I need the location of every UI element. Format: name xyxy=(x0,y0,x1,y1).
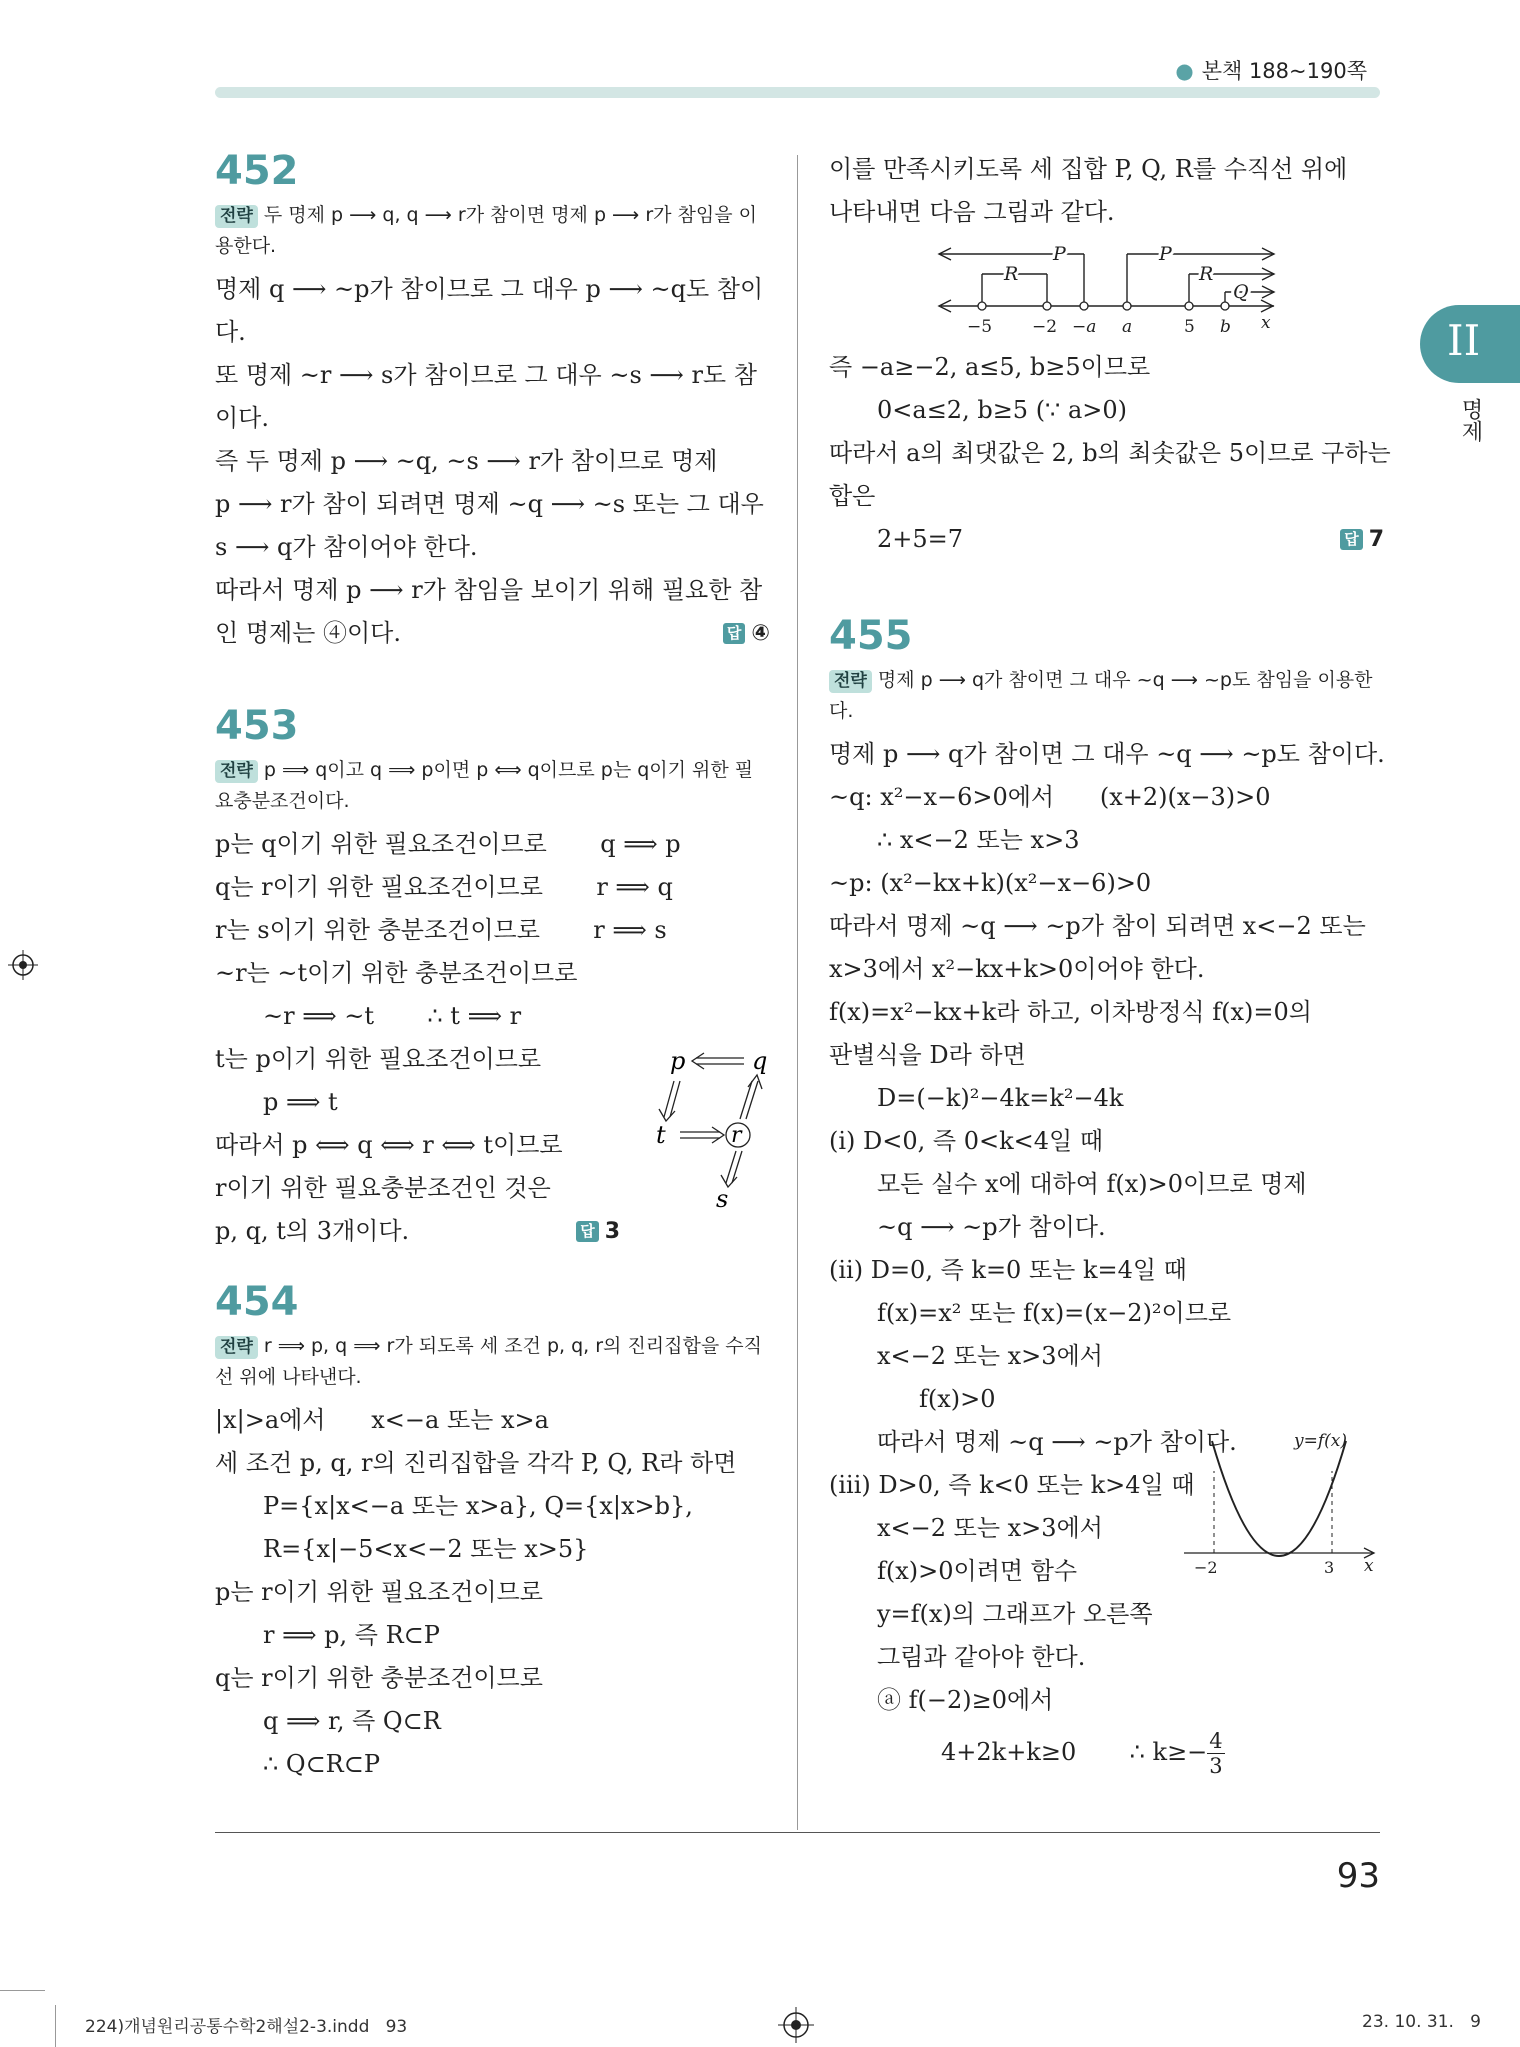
equivalence-diagram xyxy=(640,1041,780,1211)
answer-tag: 답 xyxy=(576,1221,599,1242)
crop-mark xyxy=(0,1990,45,1991)
answer xyxy=(576,1210,620,1253)
answer-tag: 답 xyxy=(723,623,746,644)
diagram-label-t: t xyxy=(656,1121,666,1149)
solution-line: 명제 p ⟶ q가 참이면 그 대우 ~q ⟶ ~p도 참이다. xyxy=(829,740,1385,768)
solution-line: 합은 xyxy=(829,482,876,510)
solution-line: ~r ⟹ ~t ∴ t ⟹ r xyxy=(263,1002,522,1030)
solution-line: R={x|−5<x<−2 또는 x>5} xyxy=(263,1535,589,1563)
solution-line: x<−2 또는 x>3에서 xyxy=(877,1342,1103,1370)
strategy xyxy=(215,1331,770,1393)
solution-line: 따라서 a의 최댓값은 2, b의 최솟값은 5이므로 구하는 xyxy=(829,439,1391,467)
solution-line: 명제 q ⟶ ~p가 참이므로 그 대우 p ⟶ ~q도 참이 xyxy=(215,275,764,303)
set-label-Q: Q xyxy=(1233,281,1249,303)
solution-line: p는 r이기 위한 필요조건이므로 xyxy=(215,1578,543,1606)
answer-tag: 답 xyxy=(1340,529,1363,550)
solution-text: p, q, t의 3개이다. xyxy=(215,1217,410,1245)
solution-line: r이기 위한 필요충분조건인 것은 xyxy=(215,1174,551,1202)
solution-line: 판별식을 D라 하면 xyxy=(829,1041,1026,1069)
diagram-label-r: r xyxy=(731,1123,742,1148)
solution-line: s ⟶ q가 참이어야 한다. xyxy=(215,533,478,561)
solution-line: 이를 만족시키도록 세 집합 P, Q, R를 수직선 위에 xyxy=(829,155,1348,183)
solution-line: t는 p이기 위한 필요조건이므로 xyxy=(215,1045,542,1073)
solution-line: 세 조건 p, q, r의 진리집합을 각각 P, Q, R라 하면 xyxy=(215,1449,737,1477)
bottom-rule xyxy=(215,1832,1380,1833)
diagram-label-q: q xyxy=(752,1047,768,1075)
open-point xyxy=(1221,302,1229,310)
solution-line: f(x)=x² 또는 f(x)=(x−2)²이므로 xyxy=(877,1299,1232,1327)
solution-line: ∴ x<−2 또는 x>3 xyxy=(877,826,1080,854)
solution-line xyxy=(829,518,1384,561)
solution-line: f(x)>0 xyxy=(919,1385,996,1413)
footer-filename: 224)개념원리공통수학2해설2-3.indd 93 xyxy=(85,2017,408,2037)
solution-line: x>3에서 x²−kx+k>0이어야 한다. xyxy=(829,955,1205,983)
problem-454 xyxy=(215,1279,770,1786)
solution-line: 즉 −a≥−2, a≤5, b≥5이므로 xyxy=(829,353,1151,381)
strategy-text: r ⟹ p, q ⟹ r가 되도록 세 조건 p, q, r의 진리집합을 수직선 위에 나타낸다. xyxy=(215,1335,762,1388)
tick-label: −2 xyxy=(1032,317,1058,337)
fraction xyxy=(1207,1729,1224,1778)
header-bar xyxy=(215,87,1380,98)
solution-line: p ⟶ r가 참이 되려면 명제 ~q ⟶ ~s 또는 그 대우 xyxy=(215,490,764,518)
answer-value: ④ xyxy=(751,621,770,646)
solution-line: ~p: (x²−kx+k)(x²−x−6)>0 xyxy=(829,869,1152,897)
solution-line: 따라서 명제 p ⟶ r가 참임을 보이기 위해 필요한 참 xyxy=(215,576,763,604)
column-divider xyxy=(797,155,798,1830)
solution-line: ~q ⟶ ~p가 참이다. xyxy=(877,1213,1106,1241)
tick-label: −5 xyxy=(967,317,993,337)
solution-line: (iii) D>0, 즉 k<0 또는 k>4일 때 xyxy=(829,1471,1195,1499)
problem-number: 455 xyxy=(829,613,913,659)
answer xyxy=(723,612,770,655)
chapter-numeral: II xyxy=(1447,316,1481,365)
solution-line: x<−2 또는 x>3에서 xyxy=(877,1514,1103,1542)
tick-label: 5 xyxy=(1184,317,1195,337)
arrow-q-to-p xyxy=(692,1053,744,1069)
graph-axis-label: x xyxy=(1364,1556,1374,1576)
graph-tick-right: 3 xyxy=(1324,1558,1335,1577)
fraction-numerator: 4 xyxy=(1209,1729,1223,1753)
arrow-t-to-r xyxy=(680,1127,724,1143)
strategy xyxy=(215,200,770,262)
registration-mark-icon xyxy=(8,950,38,980)
solution-line: (ii) D=0, 즉 k=0 또는 k=4일 때 xyxy=(829,1256,1187,1284)
solution-text: 인 명제는 ④이다. xyxy=(215,619,401,647)
solution-line: ~q: x²−x−6>0에서 (x+2)(x−3)>0 xyxy=(829,783,1271,811)
open-point xyxy=(978,302,986,310)
solution-line xyxy=(215,1210,620,1253)
arrow-p-to-t xyxy=(659,1081,680,1121)
set-label-R: R xyxy=(1004,263,1019,285)
header-ref-text: 본책 188~190쪽 xyxy=(1201,59,1367,83)
strategy-tag: 전략 xyxy=(215,205,258,228)
registration-mark-icon xyxy=(778,2007,814,2043)
solution-line: 따라서 p ⟺ q ⟺ r ⟺ t이므로 xyxy=(215,1131,563,1159)
open-point xyxy=(1123,302,1131,310)
solution-text: 4+2k+k≥0 ∴ k≥− xyxy=(941,1738,1208,1766)
set-label-P: P xyxy=(1159,243,1172,265)
solution-line: 모든 실수 x에 대하여 f(x)>0이므로 명제 xyxy=(877,1170,1307,1198)
footer-date: 23. 10. 31. 9 xyxy=(1362,2012,1481,2032)
solution-line: q는 r이기 위한 충분조건이므로 xyxy=(215,1664,543,1692)
solution-line: 나타내면 다음 그림과 같다. xyxy=(829,198,1115,226)
solution-line: 다. xyxy=(215,318,246,346)
diagram-label-s: s xyxy=(716,1185,729,1213)
solution-line: ⓐ f(−2)≥0에서 xyxy=(877,1686,1054,1714)
solution-line: p ⟹ t xyxy=(263,1088,338,1116)
solution-line: 따라서 명제 ~q ⟶ ~p가 참이 되려면 x<−2 또는 xyxy=(829,912,1366,940)
solution-line: r는 s이기 위한 충분조건이므로 r ⟹ s xyxy=(215,916,667,944)
strategy xyxy=(829,665,1384,727)
answer xyxy=(1340,518,1384,561)
problem-455 xyxy=(829,613,1384,1782)
tick-label: a xyxy=(1122,317,1133,337)
parabola-graph xyxy=(1184,1431,1384,1601)
problem-number: 453 xyxy=(215,703,299,749)
solution-line: D=(−k)²−4k=k²−4k xyxy=(877,1084,1124,1112)
answer-value: 7 xyxy=(1368,527,1384,552)
strategy-tag: 전략 xyxy=(215,1336,258,1359)
axis-label: x xyxy=(1261,313,1271,333)
chapter-label: 명제 xyxy=(1458,398,1483,442)
solution-line xyxy=(829,1722,1384,1782)
solution-line: 즉 두 명제 p ⟶ ~q, ~s ⟶ r가 참이므로 명제 xyxy=(215,447,718,475)
bullet-icon: ● xyxy=(1175,59,1194,83)
strategy-text: 두 명제 p ⟶ q, q ⟶ r가 참이면 명제 p ⟶ r가 참임을 이용한다. xyxy=(215,204,757,257)
solution-line: p는 q이기 위한 필요조건이므로 q ⟹ p xyxy=(215,830,681,858)
solution-line: ∴ Q⊂R⊂P xyxy=(263,1750,381,1778)
set-label-P: P xyxy=(1053,243,1066,265)
problem-453 xyxy=(215,703,770,1253)
solution-line: q ⟹ r, 즉 Q⊂R xyxy=(263,1707,441,1735)
solution-line: |x|>a에서 x<−a 또는 x>a xyxy=(215,1406,549,1434)
solution-line: 이다. xyxy=(215,404,269,432)
page-number: 93 xyxy=(1336,1856,1380,1896)
open-point xyxy=(1185,302,1193,310)
strategy-tag: 전략 xyxy=(215,760,258,783)
open-point xyxy=(1080,302,1088,310)
solution-line: r ⟹ p, 즉 R⊂P xyxy=(263,1621,440,1649)
solution-line: P={x|x<−a 또는 x>a}, Q={x|x>b}, xyxy=(263,1492,693,1520)
strategy-tag: 전략 xyxy=(829,670,872,693)
tick-label: b xyxy=(1220,317,1231,337)
fraction-denominator: 3 xyxy=(1209,1754,1223,1778)
solution-line: 따라서 명제 ~q ⟶ ~p가 참이다. xyxy=(877,1428,1237,1456)
problem-number: 454 xyxy=(215,1279,299,1325)
header-reference xyxy=(1175,55,1367,85)
strategy-text: p ⟹ q이고 q ⟹ p이면 p ⟺ q이므로 p는 q이기 위한 필요충분조건이다. xyxy=(215,759,754,812)
solution-line: 그림과 같아야 한다. xyxy=(877,1643,1086,1671)
solution-line: 0<a≤2, b≥5 (∵ a>0) xyxy=(877,396,1128,424)
number-line-diagram xyxy=(829,236,1384,346)
problem-452 xyxy=(215,148,770,655)
set-label-R: R xyxy=(1199,263,1214,285)
solution-line: (i) D<0, 즉 0<k<4일 때 xyxy=(829,1127,1104,1155)
graph-label: y=f(x) xyxy=(1294,1431,1347,1451)
solution-line: f(x)=x²−kx+k라 하고, 이차방정식 f(x)=0의 xyxy=(829,998,1312,1026)
diagram-label-p: p xyxy=(670,1047,686,1075)
right-column xyxy=(829,148,1391,1808)
answer-value: 3 xyxy=(604,1219,620,1244)
arrow-r-to-q xyxy=(740,1075,762,1119)
tick-label: −a xyxy=(1072,317,1097,337)
solution-text: 2+5=7 xyxy=(877,525,964,553)
problem-number: 452 xyxy=(215,148,299,194)
crop-mark xyxy=(55,2005,56,2047)
solution-line: ~r는 ~t이기 위한 충분조건이므로 xyxy=(215,959,578,987)
solution-line: q는 r이기 위한 필요조건이므로 r ⟹ q xyxy=(215,873,673,901)
open-point xyxy=(1043,302,1051,310)
solution-line: y=f(x)의 그래프가 오른쪽 xyxy=(877,1600,1153,1628)
solution-line: f(x)>0이려면 함수 xyxy=(877,1557,1078,1585)
solution-line xyxy=(215,612,770,655)
graph-tick-left: −2 xyxy=(1194,1558,1218,1577)
arrow-r-to-s xyxy=(721,1151,742,1187)
solution-line: 또 명제 ~r ⟶ s가 참이므로 그 대우 ~s ⟶ r도 참 xyxy=(215,361,757,389)
strategy xyxy=(215,755,770,817)
left-column xyxy=(215,140,770,1812)
strategy-text: 명제 p ⟶ q가 참이면 그 대우 ~q ⟶ ~p도 참임을 이용한다. xyxy=(829,669,1373,722)
